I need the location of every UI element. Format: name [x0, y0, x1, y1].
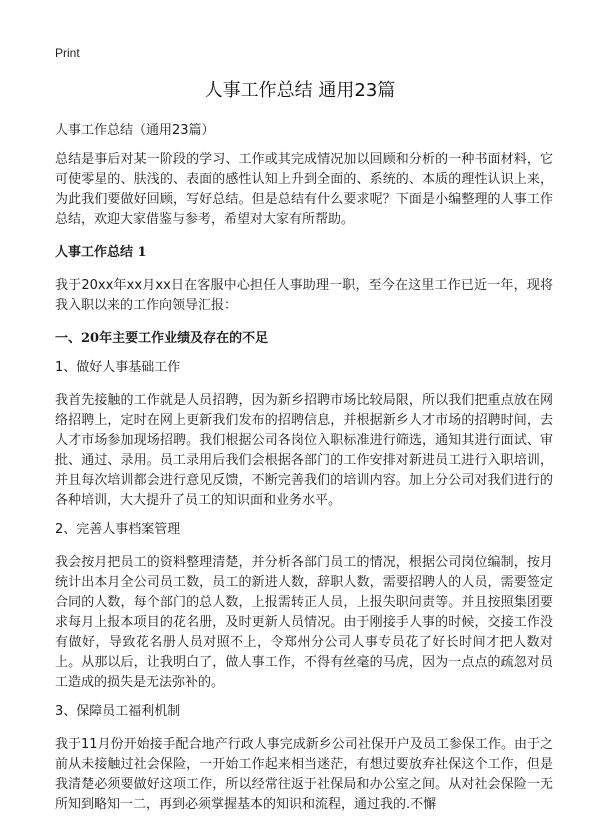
section-intro-paragraph: 我于20xx年xx月xx日在客服中心担任人事助理一职，至今在这里工作已近一年，现将我入职以来的工作向领导汇报： [55, 278, 553, 313]
item-heading: 1、做好人事基础工作 [55, 360, 181, 375]
intro-paragraph: 总结是事后对某一阶段的学习、工作或其完成情况加以回顾和分析的一种书面材料，它可使零星的、肤浅的、表面的感性认知上升到全面的、系统的、本质的理性认识上来，为此我们要做好回顾，写好总结。但是总结有什么要求呢？下面是小编整理的人事工作总结，欢迎大家借鉴与参考，希望对大家有所帮助。 [55, 152, 553, 227]
subtitle: 人事工作总结（通用23篇） [55, 123, 215, 138]
item-heading: 2、完善人事档案管理 [55, 522, 181, 537]
item-paragraph: 我会按月把员工的资料整理清楚，并分析各部门员工的情况，根据公司岗位编制，按月统计出本月全公司员工数，员工的新进人数，辞职人数，需要招聘人的人员，需要签定合同的人数，每个部门的总人数，上报需转正人员，上报失职问责等。并且按照集团要求每月上报本项目的花名册，及时更新人员情况。由于刚接手人事的时候，交接工作没有做好，导致花名册人员对照不上，令郑州分公司人事专员花了好长时间才把人数对上。从那以后，让我明白了，做人事工作，不得有丝毫的马虎，因为一点点的疏忽对员工造成的损失是无法弥补的。 [55, 555, 553, 690]
part-heading: 一、20年主要工作业绩及存在的不足 [55, 331, 269, 346]
print-link[interactable]: Print [55, 46, 80, 60]
section-heading: 人事工作总结 1 [55, 245, 147, 260]
document-title: 人事工作总结 通用23篇 [204, 80, 396, 101]
item-heading: 3、保障员工福利机制 [55, 704, 181, 719]
document-body [55, 121, 553, 815]
item-paragraph: 我首先接触的工作就是人员招聘，因为新乡招聘市场比较局限，所以我们把重点放在网络招聘上，定时在网上更新我们发布的招聘信息，并根据新乡人才市场的招聘时间，去人才市场参加现场招聘。我们根据公司各岗位入职标准进行筛选，通知其进行面试、审批、通过、录用。员工录用后我们会根据各部门的工作安排对新进员工进行入职培训，并且每次培训都会进行意见反馈，不断完善我们的培训内容。加上分公司对我们进行的各种培训，大大提升了员工的知识面和业务水平。 [55, 393, 553, 508]
item-paragraph: 我于11月份开始接手配合地产行政人事完成新乡公司社保开户及员工参保工作。由于之前从未接触过社会保险，一开始工作起来相当迷茫，有想过要放弃社保这个工作，但是我清楚必须要做好这项工作，所以经常往返于社保局和办公室之间。从对社会保险一无所知到略知一二，再到必须掌握基本的知识和流程，通过我的.不懈 [55, 737, 553, 812]
